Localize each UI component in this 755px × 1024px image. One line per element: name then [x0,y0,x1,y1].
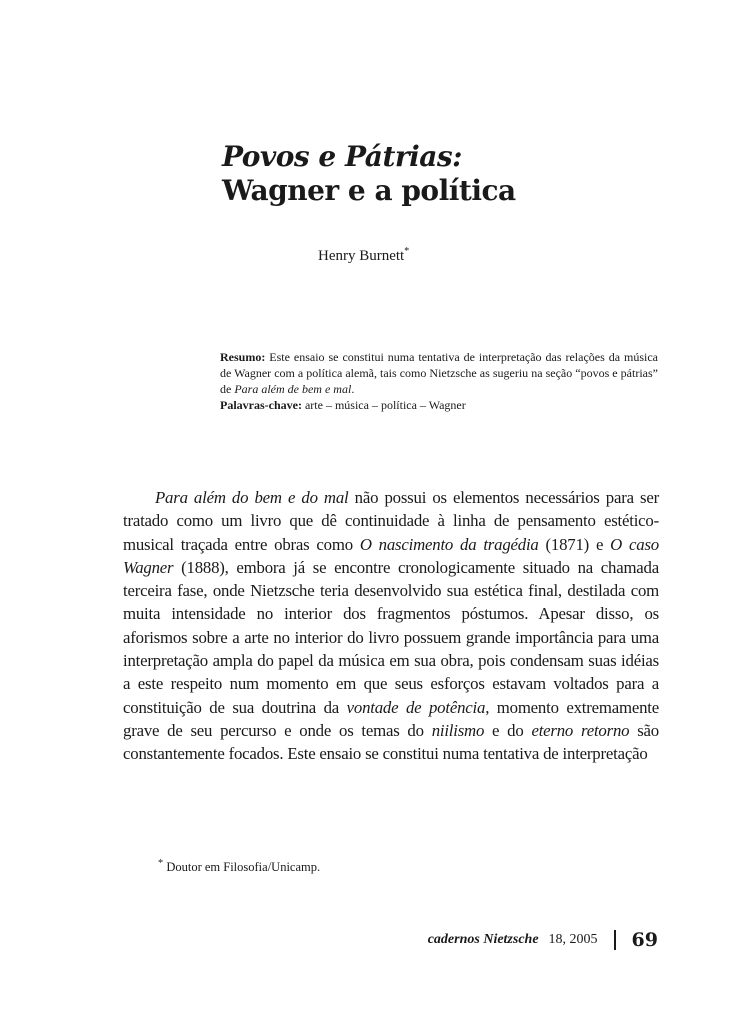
footnote [158,858,320,875]
work-title: O nascimento da tragédia [359,534,539,554]
title-line-1: Povos e Pátrias: [222,140,463,173]
footnote-mark: * [158,858,164,869]
article-title [222,140,516,208]
journal-issue: 18, 2005 [548,932,598,947]
author-footnote-mark[interactable]: * [404,246,410,257]
resumo-end: . [351,382,355,396]
body-paragraph [123,486,659,766]
term: niilismo [431,720,485,740]
term: vontade de potência [346,697,486,717]
work-title: Para além do bem e do mal [155,488,349,507]
abstract [220,349,658,413]
body-text-run: e do [484,720,532,740]
body-text-run: são constantemente focados. Este ensaio se constitui numa tentativa de interpretação [123,720,659,764]
resumo-label: Resumo: [220,350,266,364]
body-text-run: (1888), embora já se encontre cronologicamente situado na chamada terceira fase, onde Nietzsche teria desenvolvido sua estética final, destilada com muita intensidade no interior dos fragmentos póstumos. Apesar disso, os aforismos sobre a arte no interior do livro possuem grande importância para uma interpretação ampla do papel da música em sua obra, pois condensam suas idéias a este respeito num momento em que seus esforços estavam voltados para a constituição de sua doutrina da [123,557,659,717]
author-name: Henry Burnett [318,248,405,264]
author-byline [318,246,409,265]
body-text-run: (1871) e [538,534,611,554]
body-text-run: , momento extremamente grave de seu percurso e onde os temas do [123,697,660,740]
body-text-run: não possui os elementos necessários para ser tratado como um livro que dê continuidade à linha de pensamento estético-musical traçada entre obras como [123,488,660,554]
resumo-text: Este ensaio se constitui numa tentativa de interpretação das relações da música de Wagner com a política alemã, tais como Nietzsche as sugeriu na seção “povos e pátrias” de [220,350,658,396]
work-title: O caso Wagner [123,534,659,577]
keywords-label: Palavras-chave: [220,398,302,412]
resumo-work-title: Para além de bem e mal [234,382,352,396]
footnote-text: Doutor em Filosofia/Unicamp. [163,860,321,875]
article-body [123,486,659,766]
footer-divider [614,930,616,950]
title-line-2: Wagner e a política [222,174,516,207]
journal-name: cadernos Nietzsche [427,932,539,947]
page-footer [428,929,658,951]
page-number: 69 [631,929,658,951]
abstract-resumo [220,349,658,397]
keywords-text: arte – música – política – Wagner [301,398,466,412]
term: eterno retorno [531,720,630,740]
abstract-keywords [220,397,658,413]
